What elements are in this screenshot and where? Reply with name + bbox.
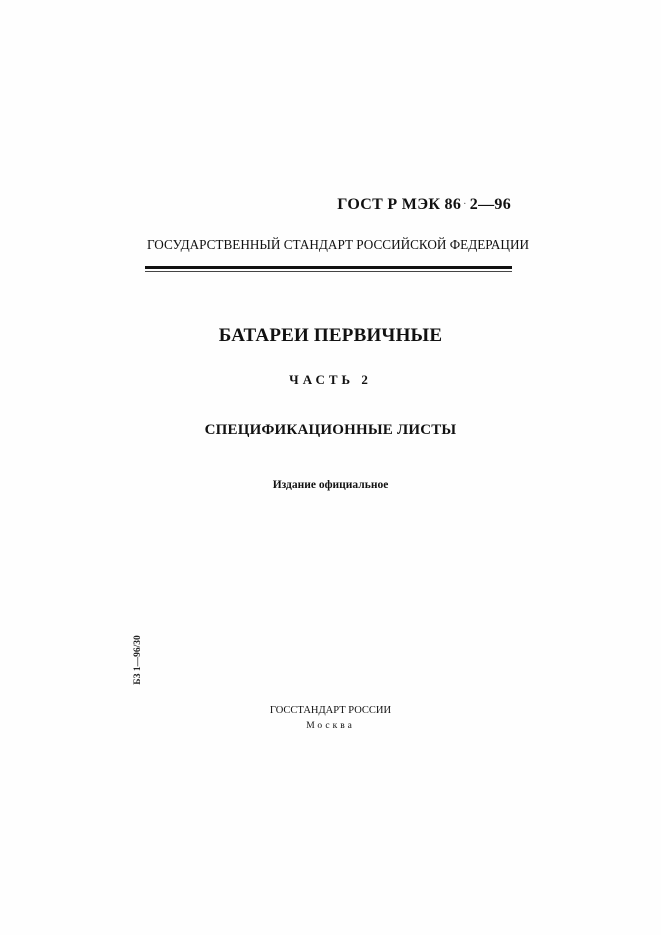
title-divider-thin [145,271,512,272]
vertical-catalog-code: БЗ 1—96/30 [133,635,143,685]
subtitle: СПЕЦИФИКАЦИОННЫЕ ЛИСТЫ [204,422,457,438]
document-code-main: ГОСТ Р МЭК 86 [337,196,462,213]
title-divider-thick [145,266,512,269]
document-code-suffix: 2—96 [469,196,511,213]
publisher: ГОССТАНДАРТ РОССИИ [269,705,392,716]
standard-title: ГОСУДАРСТВЕННЫЙ СТАНДАРТ РОССИЙСКОЙ ФЕДЕРАЦИИ [147,237,529,252]
edition-note: Издание официальное [272,479,389,491]
part-number: ЧАСТЬ 2 [289,372,372,387]
publisher-city: Москва [306,721,355,731]
document-code-separator: · [463,199,467,210]
document-code [337,196,511,214]
main-title: БАТАРЕИ ПЕРВИЧНЫЕ [218,325,443,346]
